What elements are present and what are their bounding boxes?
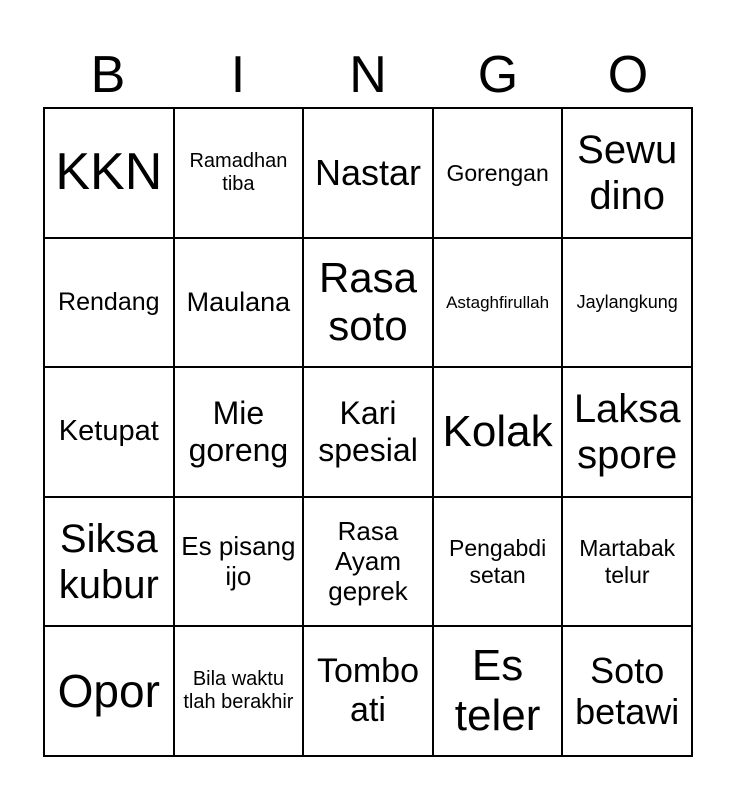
bingo-cell[interactable] xyxy=(434,109,564,239)
bingo-cell[interactable] xyxy=(304,498,434,628)
bingo-cell[interactable] xyxy=(304,239,434,369)
bingo-cell-label: Siksa kubur xyxy=(58,516,159,607)
bingo-cell-label: Jaylangkung xyxy=(576,292,678,313)
bingo-cell[interactable] xyxy=(304,627,434,757)
bingo-cell-label: Tombo ati xyxy=(316,652,420,730)
bingo-cell[interactable] xyxy=(563,109,693,239)
bingo-cell[interactable] xyxy=(45,239,175,369)
bingo-cell[interactable] xyxy=(434,627,564,757)
bingo-cell[interactable] xyxy=(434,368,564,498)
bingo-cell[interactable] xyxy=(175,627,305,757)
bingo-cell-label: Gorengan xyxy=(446,159,549,186)
bingo-cell[interactable] xyxy=(434,239,564,369)
bingo-board xyxy=(43,107,693,757)
bingo-cell[interactable] xyxy=(563,627,693,757)
bingo-cell-label: Soto betawi xyxy=(575,649,680,733)
bingo-cell[interactable] xyxy=(434,498,564,628)
bingo-cell-label: Kolak xyxy=(442,406,553,456)
bingo-cell-label: Bila waktu tlah berakhir xyxy=(183,668,294,714)
bingo-cell[interactable] xyxy=(45,498,175,628)
bingo-cell[interactable] xyxy=(175,368,305,498)
bingo-cell[interactable] xyxy=(175,239,305,369)
bingo-cell-label: Ramadhan tiba xyxy=(189,149,288,195)
bingo-cell[interactable] xyxy=(304,368,434,498)
bingo-cell-label: Kari spesial xyxy=(318,395,418,468)
bingo-header xyxy=(43,44,693,106)
bingo-cell-label: Rendang xyxy=(58,288,160,317)
bingo-cell-label: Laksa spore xyxy=(573,386,681,477)
header-letter-b: B xyxy=(90,46,126,104)
bingo-cell[interactable] xyxy=(563,498,693,628)
header-letter-o: O xyxy=(607,46,649,104)
bingo-cell[interactable] xyxy=(45,627,175,757)
bingo-cell-label: Sewu dino xyxy=(577,127,678,218)
header-letter-i: I xyxy=(230,46,246,104)
bingo-cell-label: Ketupat xyxy=(58,415,159,448)
bingo-cell-label: Es teler xyxy=(454,640,541,741)
bingo-cell-label: Astaghfirullah xyxy=(446,292,550,312)
header-letter-g: G xyxy=(477,46,519,104)
bingo-cell[interactable] xyxy=(563,368,693,498)
bingo-cell[interactable] xyxy=(175,109,305,239)
bingo-cell-label: Nastar xyxy=(314,152,421,194)
bingo-cell-label: Rasa Ayam geprek xyxy=(328,515,408,606)
bingo-cell-label: Pengabdi setan xyxy=(448,535,547,588)
bingo-cell[interactable] xyxy=(175,498,305,628)
bingo-cell[interactable] xyxy=(45,109,175,239)
bingo-cell-label: Maulana xyxy=(186,286,291,317)
bingo-cell[interactable] xyxy=(563,239,693,369)
bingo-cell-label: Opor xyxy=(57,664,160,717)
bingo-cell-label: Rasa soto xyxy=(318,254,418,350)
bingo-cell[interactable] xyxy=(45,368,175,498)
bingo-cell-label: Es pisang ijo xyxy=(181,530,296,591)
bingo-cell-label: Mie goreng xyxy=(188,395,289,468)
header-letter-n: N xyxy=(349,46,387,104)
bingo-cell-label: KKN xyxy=(55,142,163,201)
bingo-cell-label: Martabak telur xyxy=(579,535,676,588)
bingo-cell[interactable] xyxy=(304,109,434,239)
